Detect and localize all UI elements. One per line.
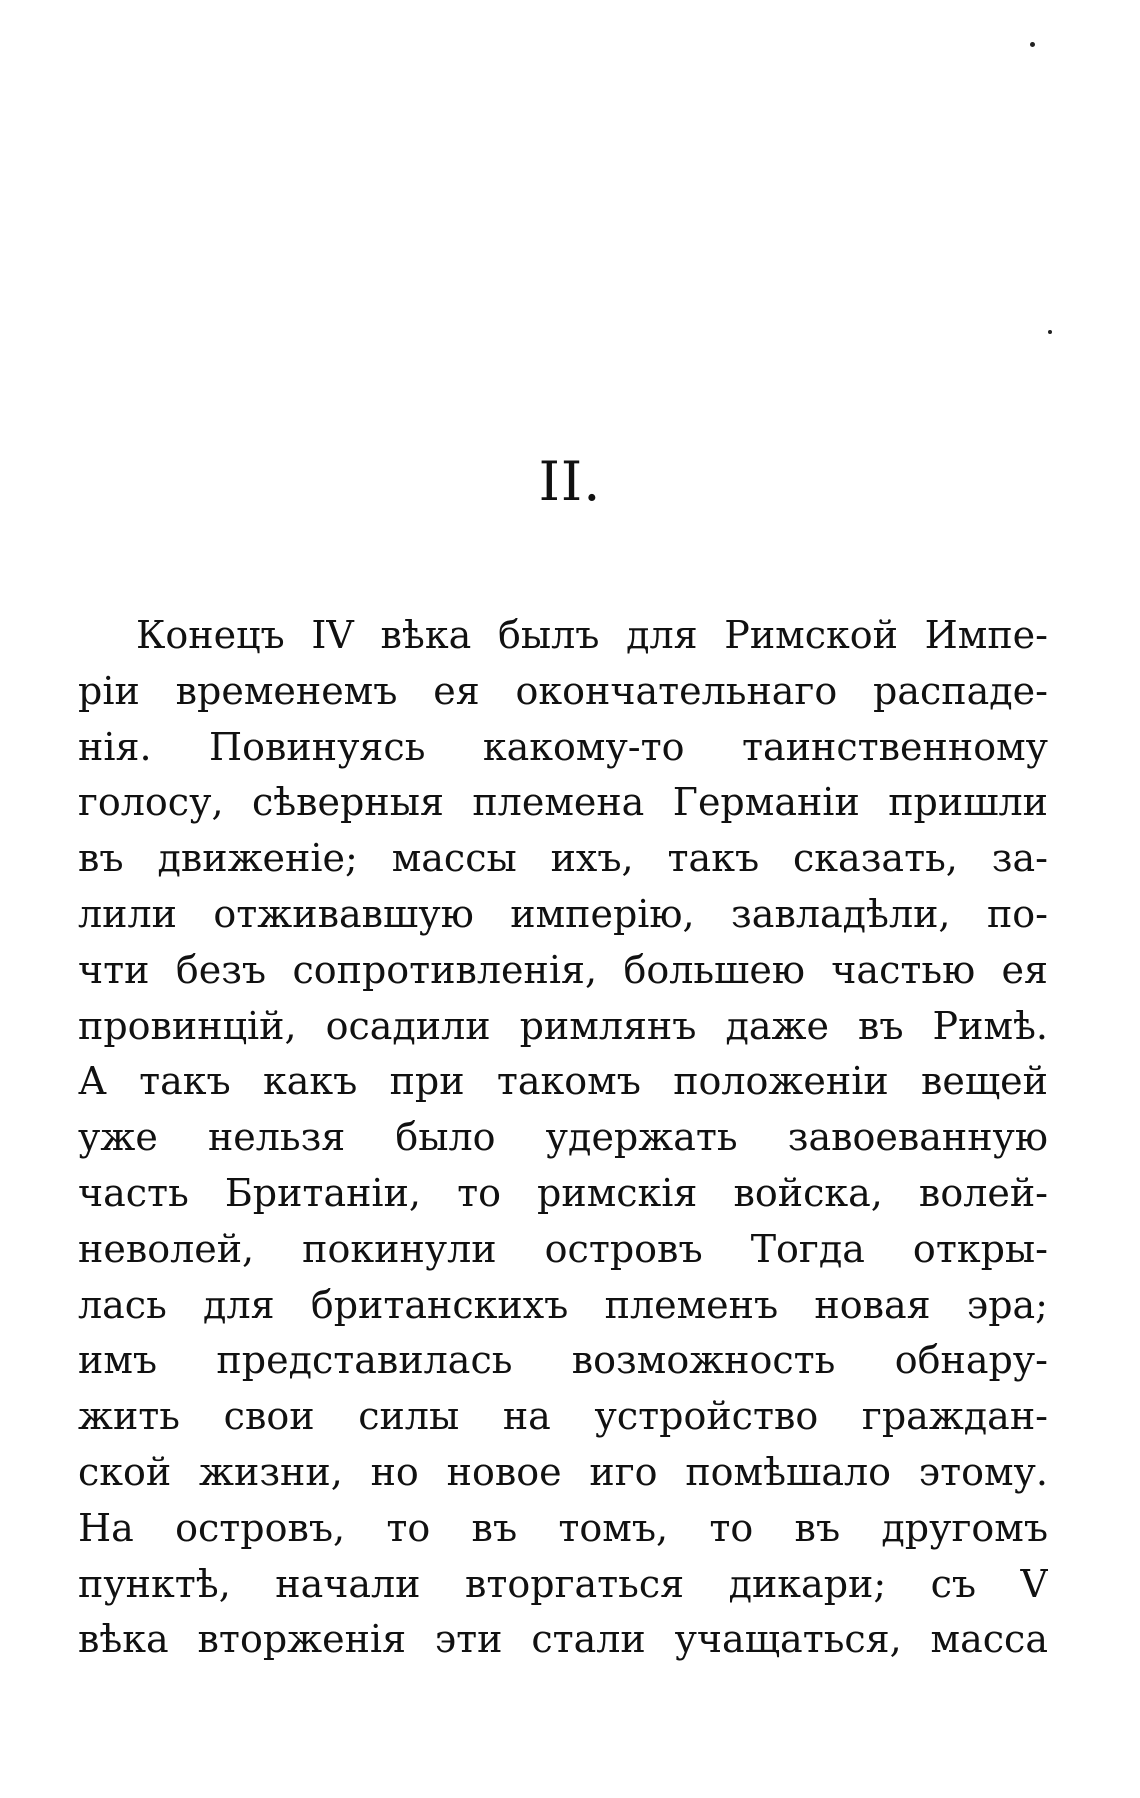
text-line: жить свои силы на устройство граждан-: [78, 1394, 1048, 1439]
text-line: неволей, покинули островъ Тогда откры-: [78, 1226, 1048, 1271]
text-line: ріи временемъ ея окончательнаго распаде-: [78, 668, 1048, 713]
text-line: уже нельзя было удержать завоеванную: [78, 1115, 1048, 1160]
text-line: ской жизни, но новое иго помѣшало этому.: [78, 1449, 1048, 1494]
chapter-heading: II.: [538, 450, 602, 513]
print-speck: [1030, 42, 1035, 47]
text-line: имъ представилась возможность обнару-: [78, 1338, 1048, 1383]
text-line: А такъ какъ при такомъ положеніи вещей: [78, 1059, 1048, 1104]
paragraph: [78, 608, 1048, 1668]
text-line: лась для британскихъ племенъ новая эра;: [78, 1282, 1048, 1327]
text-line: лили отживавшую имперію, завладѣли, по-: [78, 891, 1048, 936]
text-line: провинцій, осадили римлянъ даже въ Римѣ.: [78, 1003, 1048, 1048]
text-line: часть Британіи, то римскія войска, волей-: [78, 1170, 1048, 1215]
text-line: Конецъ IV вѣка былъ для Римской Импе-: [136, 613, 1048, 657]
text-line: На островъ, то въ томъ, то въ другомъ: [78, 1505, 1048, 1550]
print-speck: [1048, 330, 1052, 334]
text-line: пунктѣ, начали вторгаться дикари; съ V: [78, 1561, 1048, 1606]
text-line: въ движеніе; массы ихъ, такъ сказать, за-: [78, 836, 1048, 881]
text-line: чти безъ сопротивленія, большею частью ея: [78, 947, 1048, 992]
text-line: голосу, сѣверныя племена Германіи пришли: [78, 780, 1048, 825]
text-line: нія. Повинуясь какому-то таинственному: [78, 724, 1048, 769]
text-line: вѣка вторженія эти стали учащаться, масса: [78, 1617, 1048, 1662]
